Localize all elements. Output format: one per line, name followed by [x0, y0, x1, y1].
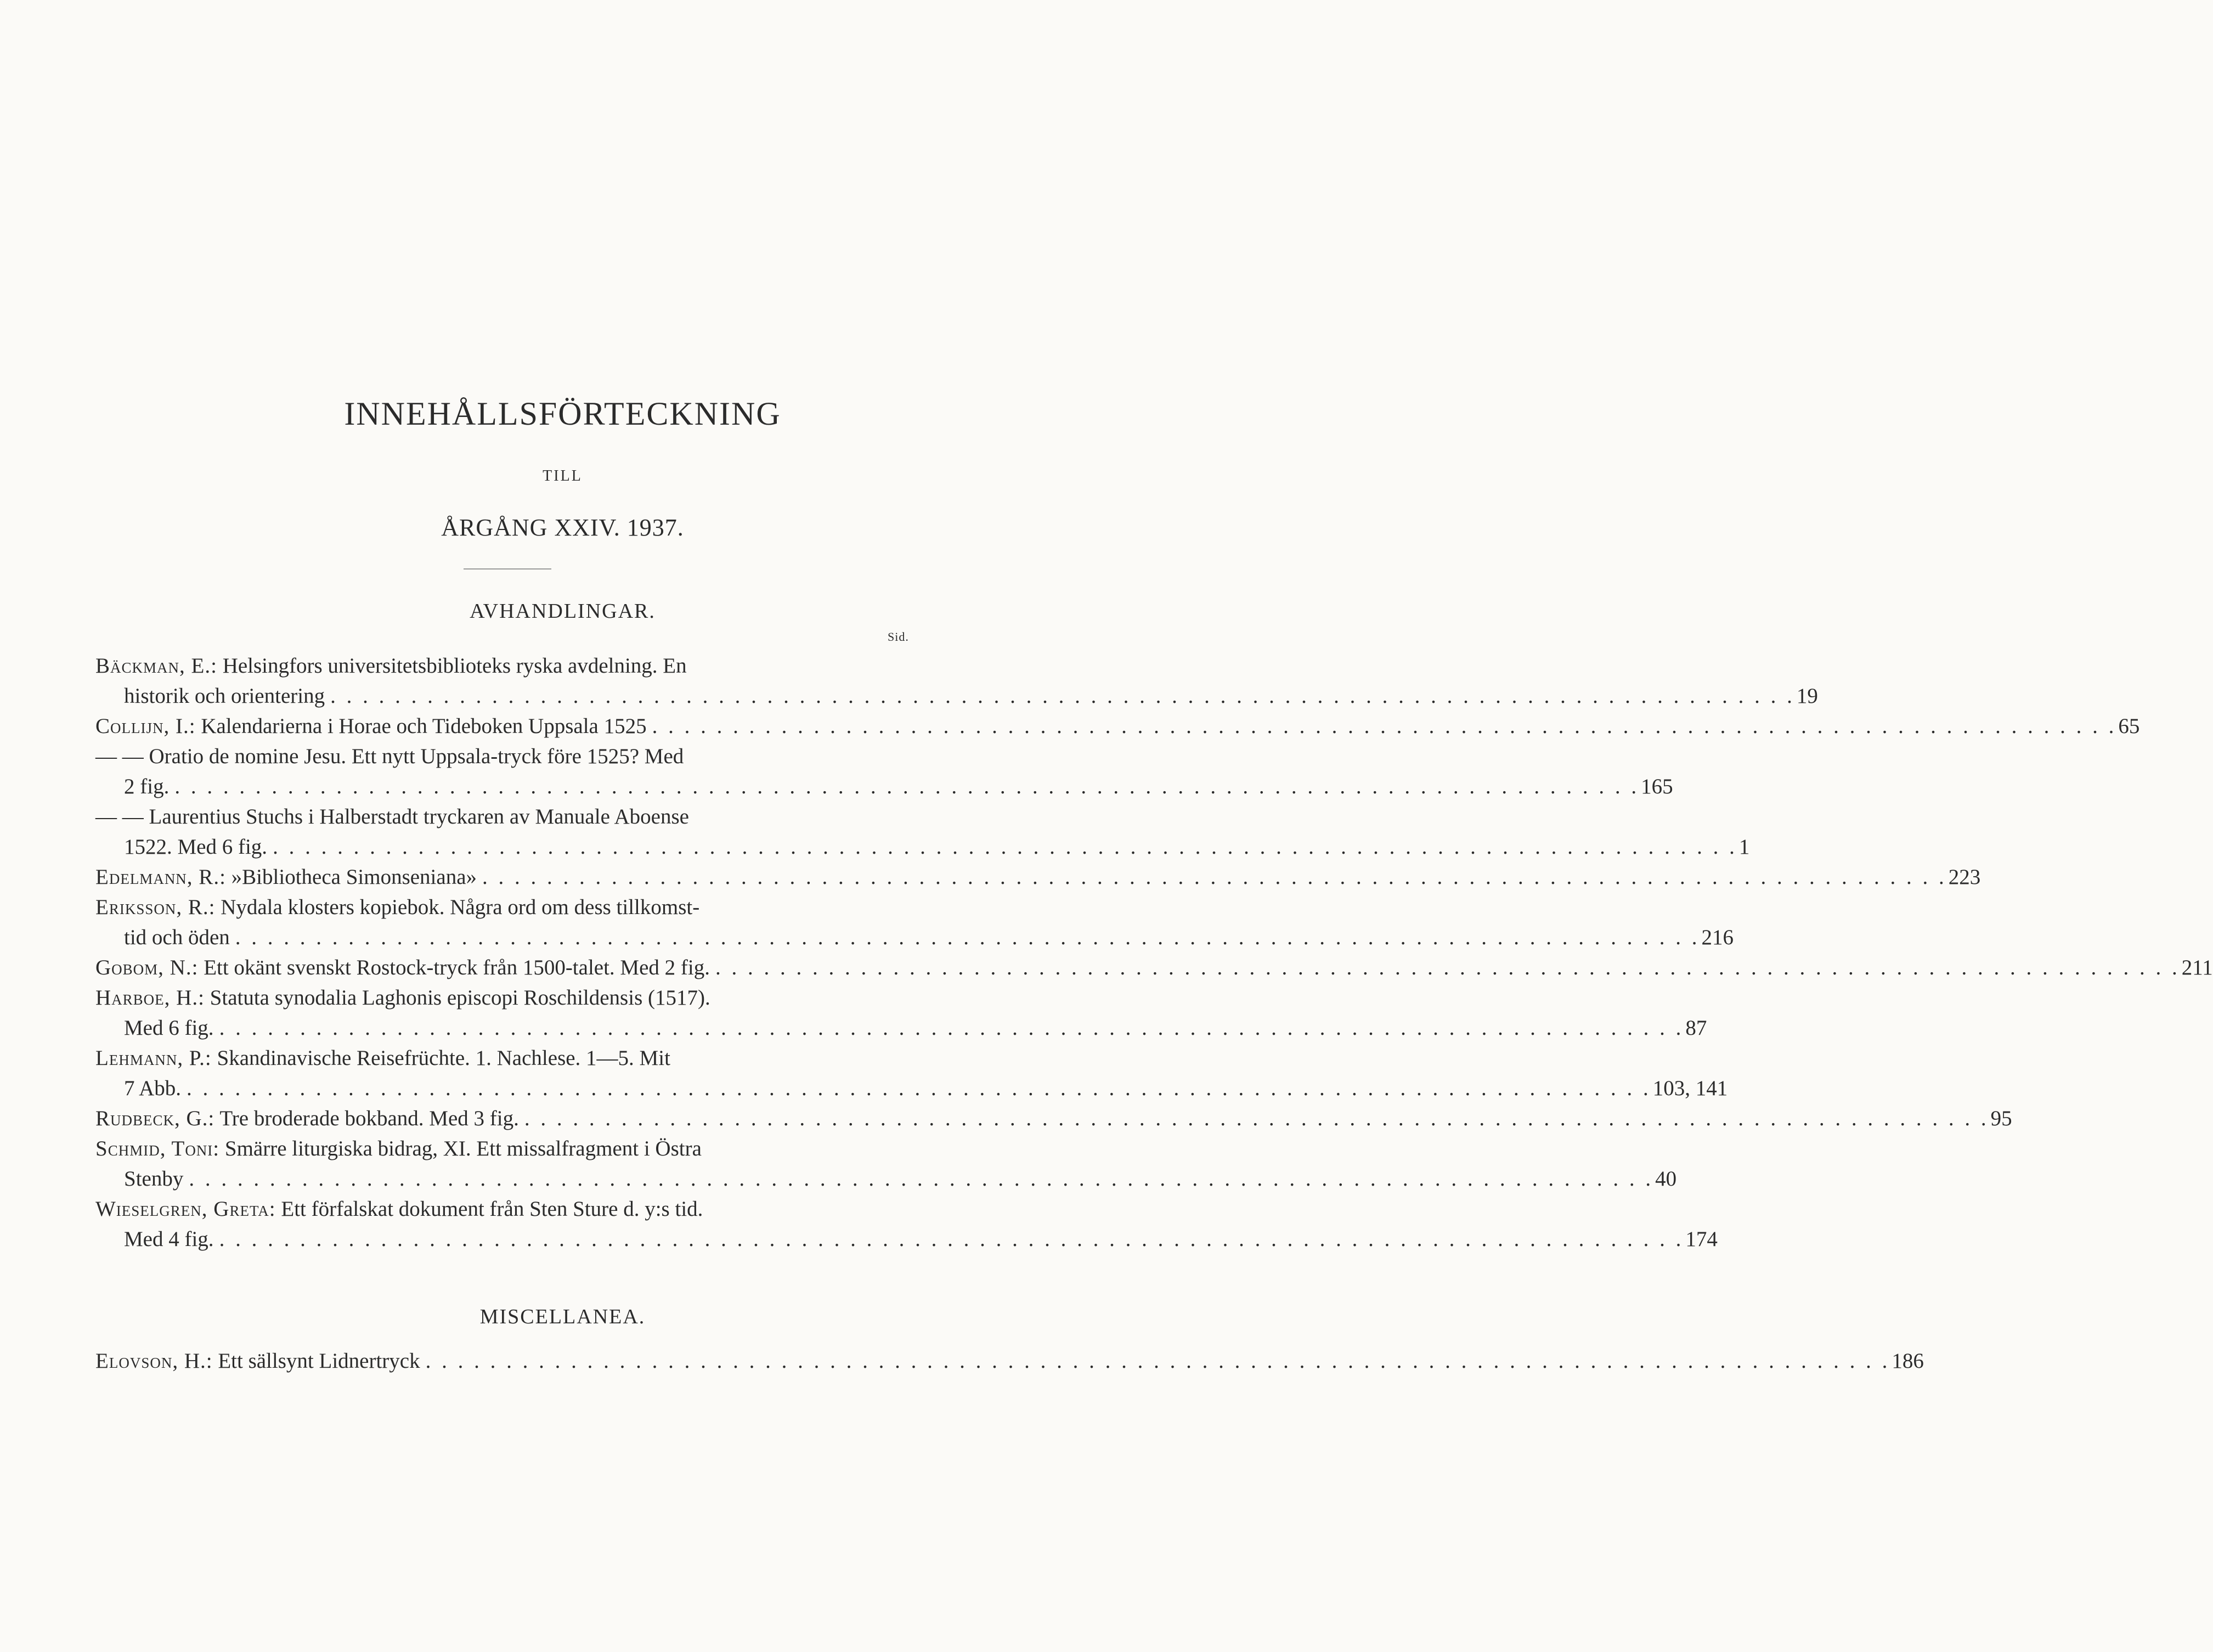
entry-author: Lehmann, P.:	[95, 1046, 212, 1070]
entry-author: Rudbeck, G.:	[95, 1107, 215, 1130]
entry-page: 40	[1655, 1167, 1677, 1191]
entry-title: Skandinavische Reisefrüchte. 1. Nachlese. 1—5. Mit	[217, 1046, 670, 1070]
entry-page: 95	[1990, 1107, 2012, 1130]
leader-dots	[715, 952, 2177, 983]
entry-author: Edelmann, R.:	[95, 865, 226, 889]
leader-dots	[174, 771, 1636, 802]
page-column-label: Sid.	[888, 630, 909, 644]
entry-page: 87	[1685, 1016, 1707, 1040]
toc-entry	[95, 862, 1981, 892]
entry-author: Harboe, H.:	[95, 986, 205, 1010]
section-heading-miscellanea: MISCELLANEA.	[479, 1305, 646, 1328]
leader-dots	[524, 1103, 1986, 1134]
entry-title: Tre broderade bokband. Med 3 fig.	[219, 1107, 519, 1130]
entry-author: Gobom, N.:	[95, 956, 199, 979]
entry-author-ditto: — —	[95, 745, 144, 768]
entry-page: 174	[1685, 1227, 1718, 1251]
toc-avhandlingar	[95, 651, 2213, 1254]
entry-page: 223	[1948, 865, 1981, 889]
entry-page: 211	[2181, 956, 2213, 979]
entry-page: 65	[2118, 714, 2140, 738]
entry-title: Smärre liturgiska bidrag, XI. Ett missalfragment i Östra	[224, 1137, 702, 1160]
entry-title-continued: 7 Abb.	[124, 1076, 182, 1100]
entry-page: 1	[1738, 835, 1750, 859]
entry-author: Elovson, H.:	[95, 1349, 213, 1373]
toc-entry	[95, 651, 1818, 711]
leader-dots	[235, 922, 1697, 952]
toc-entry	[95, 1103, 2012, 1134]
entry-author: Wieselgren, Greta:	[95, 1197, 276, 1221]
entry-title-continued: Med 6 fig.	[124, 1016, 214, 1040]
subtitle-till: TILL	[543, 467, 583, 484]
entry-title: Laurentius Stuchs i Halberstadt tryckaren av Manuale Aboense	[149, 805, 689, 828]
leader-dots	[219, 1224, 1681, 1254]
toc-entry	[95, 711, 2140, 741]
leader-dots	[482, 862, 1944, 892]
volume-year: ÅRGÅNG XXIV. 1937.	[441, 514, 684, 541]
toc-entry	[95, 892, 1734, 952]
entry-page: 19	[1796, 684, 1818, 708]
toc-entry	[95, 741, 1673, 802]
entry-title: Statuta synodalia Laghonis episcopi Roschildensis (1517).	[210, 986, 710, 1010]
entry-title: Ett sällsynt Lidnertryck	[218, 1349, 420, 1373]
entry-title: »Bibliotheca Simonseniana»	[231, 865, 477, 889]
page-title: INNEHÅLLSFÖRTECKNING	[344, 396, 781, 432]
leader-dots	[330, 681, 1792, 711]
entry-title: Ett okänt svenskt Rostock-tryck från 1500-talet. Med 2 fig.	[204, 956, 710, 979]
entry-page: 103, 141	[1652, 1076, 1728, 1100]
section-heading-avhandlingar: AVHANDLINGAR.	[470, 600, 656, 623]
entry-title: Ett förfalskat dokument från Sten Sture d. y:s tid.	[281, 1197, 703, 1221]
leader-dots	[189, 1164, 1651, 1194]
entry-title-continued: historik och orientering	[124, 684, 325, 708]
entry-title: Helsingfors universitetsbiblioteks ryska avdelning. En	[222, 654, 687, 678]
entry-page: 186	[1892, 1349, 1924, 1373]
leader-dots	[652, 711, 2114, 741]
entry-title-continued: tid och öden	[124, 926, 230, 949]
entry-title-continued: 2 fig.	[124, 775, 170, 798]
toc-entry	[95, 983, 1707, 1043]
divider	[464, 568, 551, 570]
toc-entry	[95, 952, 2213, 983]
entry-page: 165	[1641, 775, 1673, 798]
leader-dots	[426, 1346, 1888, 1376]
toc-miscellanea	[95, 1346, 1924, 1376]
toc-entry	[95, 1194, 1718, 1254]
entry-title: Nydala klosters kopiebok. Några ord om dess tillkomst-	[221, 895, 700, 919]
entry-page: 216	[1701, 926, 1734, 949]
leader-dots	[273, 832, 1735, 862]
entry-author: Collijn, I.:	[95, 714, 196, 738]
toc-entry	[95, 1043, 1728, 1103]
entry-title: Kalendarierna i Horae och Tideboken Uppsala 1525	[201, 714, 647, 738]
entry-author: Schmid, Toni:	[95, 1137, 220, 1160]
entry-title-continued: Med 4 fig.	[124, 1227, 214, 1251]
entry-title: Oratio de nomine Jesu. Ett nytt Uppsala-tryck före 1525? Med	[149, 745, 684, 768]
toc-entry	[95, 802, 1750, 862]
entry-author: Bäckman, E.:	[95, 654, 217, 678]
entry-author-ditto: — —	[95, 805, 144, 828]
leader-dots	[187, 1073, 1649, 1103]
toc-entry	[95, 1134, 1677, 1194]
entry-title-continued: Stenby	[124, 1167, 184, 1191]
entry-title-continued: 1522. Med 6 fig.	[124, 835, 268, 859]
toc-entry	[95, 1346, 1924, 1376]
leader-dots	[219, 1013, 1681, 1043]
entry-author: Eriksson, R.:	[95, 895, 216, 919]
